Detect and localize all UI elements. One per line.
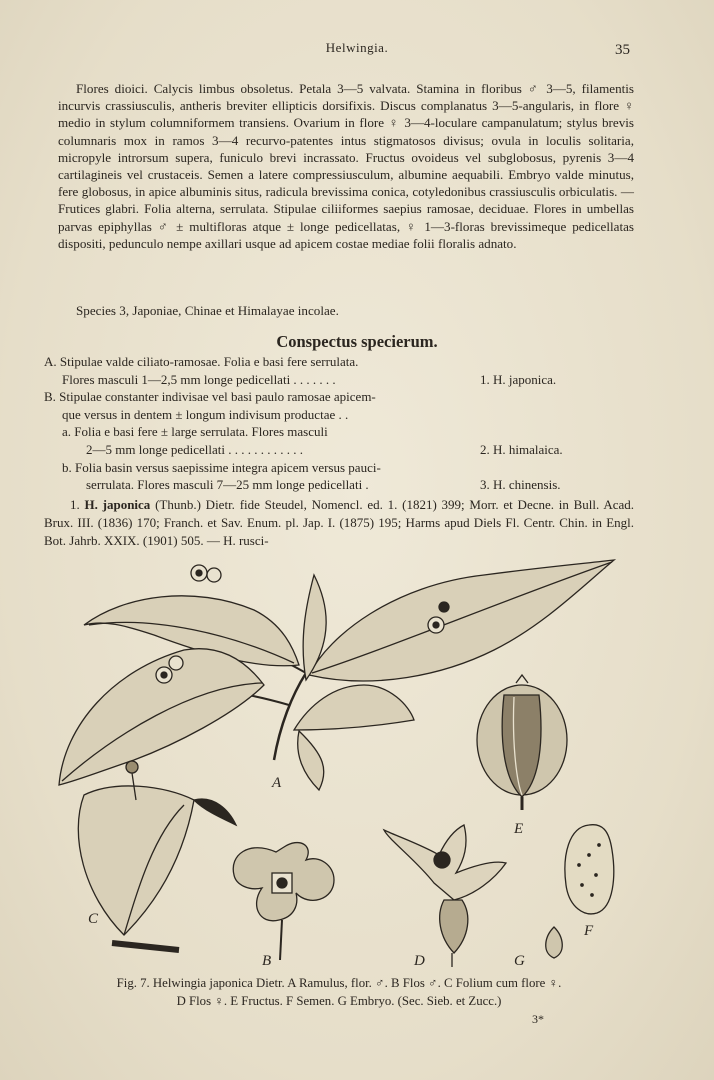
figure-label-a: A (272, 775, 282, 791)
key-line: 2—5 mm longe pedicellati . . . . . . . . . . . . 2. H. himalaica. (86, 441, 563, 457)
running-head: Helwingia. (325, 40, 389, 55)
key-line: B. Stipulae constanter indivisae vel basi paulo ramosae apicem- (44, 389, 376, 405)
figure-label-b: B (262, 953, 272, 969)
key-line: b. Folia basin versus saepissime integra apicem versus pauci- (62, 459, 381, 475)
figure-label-e: E (514, 821, 524, 837)
page-number: 35 (615, 42, 630, 58)
key-line: que versus in dentem ± longum indivisum productae . . (62, 406, 349, 422)
species-entry: 1. H. japonica (Thunb.) Dietr. fide Steudel, Nomencl. ed. 1. (1821) 399; Morr. et Decne. in Bull. Acad. Brux. III. (1836) 170; Franch. et Sav. Enum. pl. Jap. I. (1875) 195; Harms apud Diels Fl. Centr. Chin. in Engl. Bot. Jahrb. XXIX. (1901) 505. — H. rusci- (44, 497, 634, 548)
signature-mark: 3* (532, 1012, 544, 1026)
species-name: H. japonica (84, 497, 151, 512)
key-line: Flores masculi 1—2,5 mm longe pedicellati . . . . . . . 1. H. japonica. (62, 371, 557, 387)
key-line: a. Folia e basi fere ± large serrulata. Flores masculi (62, 424, 328, 440)
figure-label-d: D (414, 953, 425, 969)
figure-label-g: G (514, 953, 525, 969)
genus-description: Flores dioici. Calycis limbus obsoletus. Petala 3—5 valvata. Stamina in floribus ♂ 3—5, filamentis incurvis crassiusculis, antheris breviter ellipticis dorsifixis. Discus complanatus 3—5-angularis, in flore ♀ medio in stylum columniformem transiens. Ovarium in flore ♀ 3—4-loculare campanulatum; stylus brevis columnaris mox in ramos 3—4 recurvo-patentes intus stigmatosos divisus; ovula in loculis solitaria, micropyle introrsum supera, funiculo brevi incrassato. Fructus ovoideus vel subglobosus, pyrenis 3—4 cartilagineis vel crustaceis. Semen a latere compressiusculum, albumine aequabili. Embryo valde minutus, fere globosus, in apice albuminis situs, radicula brevissima conica, cotyledonibus crassiusculis orbiculatis. — Frutices glabri. Folia alterna, serrulata. Stipulae ciliiformes saepius ramosae, deciduae. Flores in umbellas parvas epiphyllas ♂ ± multifloras atque ± longe pedicellatas, ♀ 1—3-floras brevissimeque pedicellatas dispositi, pedunculo nempe axillari usque ad apicem costae mediae folii floralis adnato. (58, 81, 634, 251)
key-line: A. Stipulae valde ciliato-ramosae. Folia e basi fere serrulata. (44, 354, 359, 369)
figure-label-f: F (584, 923, 594, 939)
distribution-paragraph: Species 3, Japoniae, Chinae et Himalayae incolae. (76, 303, 339, 318)
botanical-engraving (44, 555, 634, 970)
figure-caption: Fig. 7. Helwingia japonica Dietr. A Ramulus, flor. ♂. B Flos ♂. C Folium cum flore ♀. D Flos ♀. E Fructus. F Semen. G Embryo. (Sec. Sieb. et Zucc.) (116, 976, 562, 1008)
section-heading: Conspectus specierum. (276, 332, 438, 351)
species-key (44, 353, 634, 494)
figure-label-c: C (88, 911, 99, 927)
key-line: serrulata. Flores masculi 7—25 mm longe pedicellati . 3. H. chinensis. (86, 477, 561, 493)
figure-illustration (44, 555, 634, 970)
